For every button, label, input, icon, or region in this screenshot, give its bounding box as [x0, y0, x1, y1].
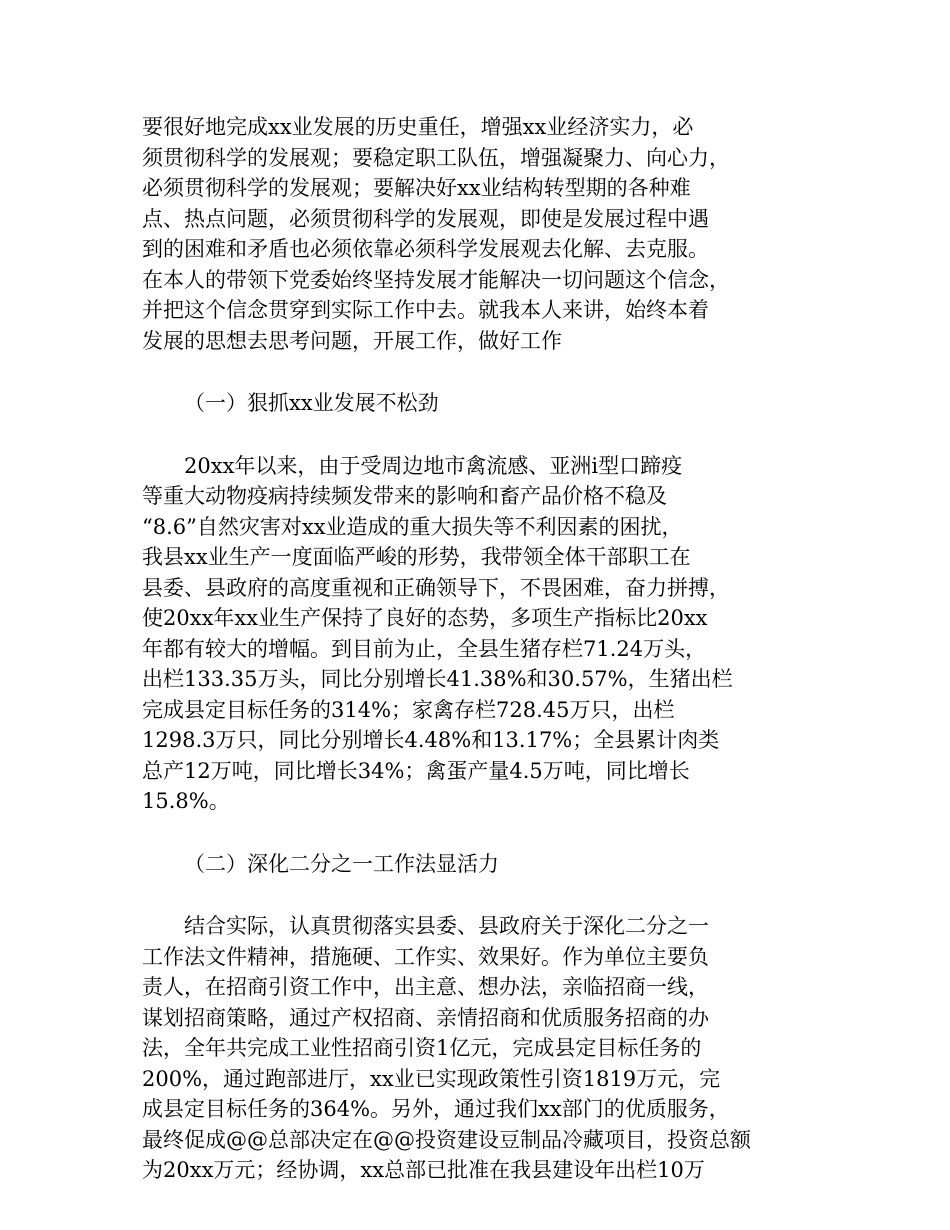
text-line: 我县xx业生产一度面临严峻的形势，我带领全体干部职工在	[142, 545, 691, 569]
text-line: 等重大动物疫病持续频发带来的影响和畜产品价格不稳及	[142, 484, 667, 508]
intro-paragraph	[142, 112, 812, 356]
section-2-paragraph	[142, 911, 812, 1186]
text-line: 年都有较大的增幅。到目前为止，全县生猪存栏71.24万头，	[142, 636, 707, 661]
text-line: 到的困难和矛盾也必须依靠必须科学发展观去化解、去克服。	[142, 237, 709, 261]
text-line: 20xx年以来，由于受周边地市禽流感、亚洲i型口蹄疫	[184, 453, 683, 478]
text-line: 200%，通过跑部进厅，xx业已实现政策性引资1819万元，完	[142, 1066, 721, 1091]
text-line: 点、热点问题，必须贯彻科学的发展观，即使是发展过程中遇	[142, 206, 709, 231]
text-line: 责人，在招商引资工作中，出主意、想办法，亲临招商一线，	[142, 975, 709, 999]
text-line: 在本人的带领下党委始终坚持发展才能解决一切问题这个信念，	[142, 267, 730, 292]
text-line: “8.6”自然灾害对xx业造成的重大损失等不利因素的困扰，	[142, 514, 683, 539]
text-line: 法，全年共完成工业性招商引资1亿元，完成县定目标任务的	[142, 1036, 702, 1060]
text-line: 为20xx万元；经协调，xx总部已批准在我县建设年出栏10万	[142, 1158, 705, 1182]
text-line: 工作法文件精神，措施硬、工作实、效果好。作为单位主要负	[142, 944, 709, 969]
text-line: 使20xx年xx业生产保持了良好的态势，多项生产指标比20xx	[142, 606, 708, 630]
text-line: 结合实际，认真贯彻落实县委、县政府关于深化二分之一	[184, 914, 709, 938]
text-line: 发展的思想去思考问题，开展工作，做好工作	[142, 328, 562, 353]
text-line: 总产12万吨，同比增长34%；禽蛋产量4.5万吨，同比增长	[142, 758, 690, 783]
document-page	[142, 112, 812, 1186]
text-line: 完成县定目标任务的314%；家禽存栏728.45万只，出栏	[142, 697, 675, 722]
text-line: 必须贯彻科学的发展观；要解决好xx业结构转型期的各种难	[142, 176, 691, 200]
text-line: 出栏133.35万头，同比分别增长41.38%和30.57%，生猪出栏	[142, 667, 733, 691]
text-line: 要很好地完成xx业发展的历史重任，增强xx业经济实力，必	[142, 115, 694, 139]
text-line: 并把这个信念贯穿到实际工作中去。就我本人来讲，始终本着	[142, 298, 709, 322]
text-line: 谋划招商策略，通过产权招商、亲情招商和优质服务招商的办	[142, 1005, 709, 1030]
text-line: 1298.3万只，同比分别增长4.48%和13.17%；全县累计肉类	[142, 728, 720, 752]
text-line: 15.8%。	[142, 789, 230, 813]
text-line: 县委、县政府的高度重视和正确领导下，不畏困难，奋力拼搏，	[142, 575, 730, 600]
section-1-paragraph	[142, 451, 812, 817]
text-line: 成县定目标任务的364%。另外，通过我们xx部门的优质服务，	[142, 1097, 730, 1121]
text-line: 最终促成@@总部决定在@@投资建设豆制品冷藏项目，投资总额	[142, 1127, 751, 1152]
section-heading-1: （一）狠抓xx业发展不松劲	[184, 391, 439, 415]
section-heading-2: （二）深化二分之一工作法显活力	[184, 851, 499, 876]
text-line: 须贯彻科学的发展观；要稳定职工队伍，增强凝聚力、向心力，	[142, 145, 730, 170]
